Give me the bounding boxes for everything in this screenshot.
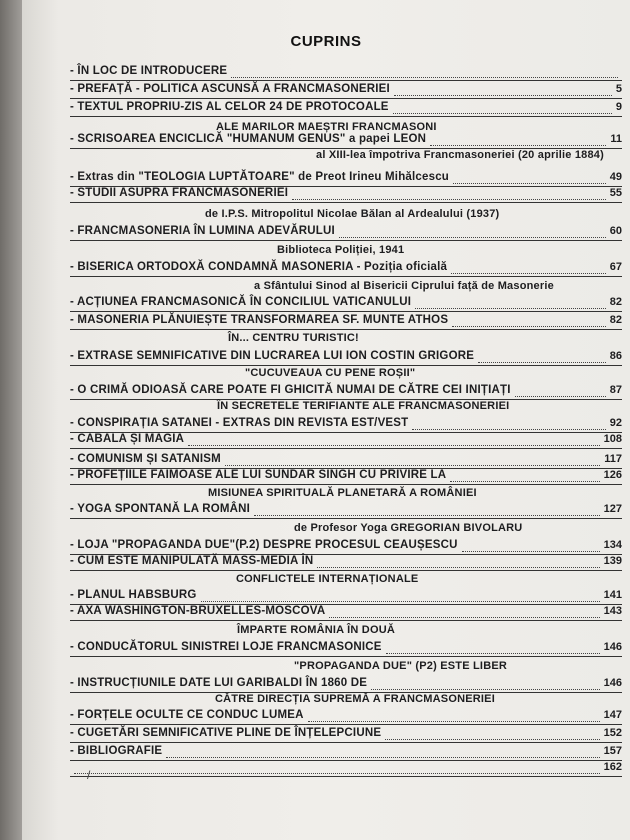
toc-entry-title: - INSTRUCȚIUNILE DATE LUI GARIBALDI ÎN 1860 DE <box>70 677 368 689</box>
toc-page-number: 134 <box>603 539 622 551</box>
toc-page-number: 117 <box>604 453 622 465</box>
toc-entry-title: - AXA WASHINGTON-BRUXELLES-MOSCOVA <box>70 605 326 617</box>
dot-leader <box>225 465 600 466</box>
toc-page-number: 147 <box>603 709 622 721</box>
toc-entry-title: - CABALA ȘI MAGIA <box>70 433 185 445</box>
dot-leader <box>393 113 612 114</box>
toc-page-number: 152 <box>603 727 622 739</box>
toc-page-number: 108 <box>603 433 622 445</box>
dot-leader <box>385 739 599 740</box>
dot-leader <box>231 77 618 78</box>
toc-entry-title: - BISERICA ORTODOXĂ CONDAMNĂ MASONERIA - Poziția oficială <box>70 261 448 273</box>
toc-entry-title: - YOGA SPONTANĂ LA ROMÂNI <box>70 503 251 515</box>
toc-entry-title: - O CRIMĂ ODIOASĂ CARE POATE FI GHICITĂ NUMAI DE CĂTRE CEI INIȚIAȚI <box>70 384 511 396</box>
toc-entry-subtitle: MISIUNEA SPIRITUALĂ PLANETARĂ A ROMÂNIEI <box>208 487 477 499</box>
pencil-mark: / <box>87 768 91 782</box>
toc-entry <box>70 538 622 555</box>
toc-entry-title: - SCRISOAREA ENCICLICĂ "HUMANUM GENUS" a papei LEON <box>70 133 427 145</box>
toc-entry-subtitle: Biblioteca Poliției, 1941 <box>277 244 405 256</box>
dot-leader <box>254 515 600 516</box>
toc-entry <box>70 760 622 777</box>
toc-entry <box>70 588 622 605</box>
dot-leader <box>450 481 599 482</box>
toc-entry <box>70 604 622 621</box>
toc-entry <box>70 224 622 241</box>
book-gutter-shadow <box>0 0 22 840</box>
toc-entry-subtitle: CĂTRE DIRECȚIA SUPREMĂ A FRANCMASONERIEI <box>215 693 495 705</box>
dot-leader <box>308 721 600 722</box>
dot-leader <box>462 551 600 552</box>
toc-page-number: 162 <box>603 761 622 773</box>
toc-entry-title: - ÎN LOC DE INTRODUCERE <box>70 65 228 77</box>
toc-entry <box>70 640 622 657</box>
toc-entry-title: - LOJA "PROPAGANDA DUE"(P.2) DESPRE PROCESUL CEAUȘESCU <box>70 539 458 551</box>
toc-entry-subtitle: de I.P.S. Mitropolitul Nicolae Bălan al Ardealului (1937) <box>205 208 500 220</box>
dot-leader <box>201 601 600 602</box>
table-of-contents <box>22 0 630 840</box>
toc-entry <box>70 432 622 449</box>
toc-page-number: 86 <box>609 350 622 362</box>
toc-entry-title: - ACȚIUNEA FRANCMASONICĂ ÎN CONCILIUL VATICANULUI <box>70 296 412 308</box>
toc-entry-subtitle: a Sfântului Sinod al Bisericii Ciprului față de Masonerie <box>254 280 554 292</box>
toc-page-number: 157 <box>603 745 622 757</box>
toc-page-number: 49 <box>609 171 622 183</box>
dot-leader <box>74 773 600 774</box>
dot-leader <box>188 445 600 446</box>
dot-leader <box>329 617 599 618</box>
toc-entry-subtitle: ALE MARILOR MAEȘTRI FRANCMASONI <box>216 121 437 133</box>
toc-page-number: 146 <box>603 641 622 653</box>
toc-entry <box>70 708 622 725</box>
dot-leader <box>452 326 606 327</box>
toc-page-number: 87 <box>609 384 622 396</box>
dot-leader <box>317 567 599 568</box>
dot-leader <box>339 237 606 238</box>
toc-page-number: 82 <box>609 296 622 308</box>
dot-leader <box>430 145 606 146</box>
toc-entry-subtitle: "PROPAGANDA DUE" (P2) ESTE LIBER <box>294 660 508 672</box>
toc-entry <box>70 554 622 571</box>
toc-entry <box>70 170 622 187</box>
toc-page-number: 139 <box>603 555 622 567</box>
toc-entry-subtitle: de Profesor Yoga GREGORIAN BIVOLARU <box>294 522 523 534</box>
toc-entry-title: - CONDUCĂTORUL SINISTREI LOJE FRANCMASONICE <box>70 641 382 653</box>
toc-entry <box>70 313 622 330</box>
dot-leader <box>166 757 599 758</box>
dot-leader <box>292 199 606 200</box>
toc-entry <box>70 676 622 693</box>
page-title: CUPRINS <box>290 33 362 50</box>
toc-entry-title: - PROFEȚIILE FAIMOASE ALE LUI SUNDAR SINGH CU PRIVIRE LA <box>70 469 447 481</box>
toc-entry-subtitle: al XIII-lea împotriva Francmasoneriei (20 aprilie 1884) <box>316 149 604 161</box>
toc-entry-title: - TEXTUL PROPRIU-ZIS AL CELOR 24 DE PROTOCOALE <box>70 101 389 113</box>
toc-entry-subtitle: "CUCUVEAUA CU PENE ROȘII" <box>245 367 416 379</box>
toc-entry <box>70 468 622 485</box>
toc-entry-title: - PREFAȚĂ - POLITICA ASCUNSĂ A FRANCMASONERIEI <box>70 83 390 95</box>
toc-entry <box>70 100 622 117</box>
toc-page-number: 5 <box>615 83 622 95</box>
toc-entry-title: - PLANUL HABSBURG <box>70 589 197 601</box>
toc-entry <box>70 726 622 743</box>
book-page <box>22 0 630 840</box>
toc-entry-title: - COMUNISM ȘI SATANISM <box>70 453 221 465</box>
toc-entry <box>70 132 622 149</box>
dot-leader <box>451 273 606 274</box>
toc-entry-title: - CONSPIRAȚIA SATANEI - EXTRAS DIN REVISTA EST/VEST <box>70 417 409 429</box>
toc-entry <box>70 186 622 203</box>
dot-leader <box>412 429 605 430</box>
toc-entry-subtitle: ÎN SECRETELE TERIFIANTE ALE FRANCMASONERIEI <box>217 400 510 412</box>
toc-page-number: 143 <box>603 605 622 617</box>
toc-page-number: 82 <box>609 314 622 326</box>
toc-page-number: 11 <box>610 133 622 145</box>
toc-page-number: 67 <box>609 261 622 273</box>
dot-leader <box>515 396 606 397</box>
toc-entry-subtitle: CONFLICTELE INTERNAȚIONALE <box>236 573 419 585</box>
toc-entry-subtitle: ÎN... CENTRU TURISTIC! <box>228 332 359 344</box>
dot-leader <box>453 183 606 184</box>
dot-leader <box>478 362 606 363</box>
toc-page-number: 126 <box>603 469 622 481</box>
dot-leader <box>394 95 612 96</box>
toc-page-number: 9 <box>615 101 622 113</box>
toc-entry <box>70 349 622 366</box>
toc-entry <box>70 502 622 519</box>
toc-entry <box>70 416 622 433</box>
toc-entry-title: - Extras din "TEOLOGIA LUPTĂTOARE" de Preot Irineu Mihălcescu <box>70 171 450 183</box>
toc-entry <box>70 452 622 469</box>
dot-leader <box>371 689 599 690</box>
toc-entry-title: - CUM ESTE MANIPULATĂ MASS-MEDIA ÎN <box>70 555 314 567</box>
toc-entry <box>70 383 622 400</box>
toc-entry-title: - EXTRASE SEMNIFICATIVE DIN LUCRAREA LUI ION COSTIN GRIGORE <box>70 350 475 362</box>
toc-page-number: 127 <box>603 503 622 515</box>
toc-page-number: 60 <box>609 225 622 237</box>
toc-entry <box>70 82 622 99</box>
toc-page-number: 146 <box>603 677 622 689</box>
dot-leader <box>386 653 600 654</box>
toc-entry-title: - MASONERIA PLĂNUIEȘTE TRANSFORMAREA SF. MUNTE ATHOS <box>70 314 449 326</box>
toc-page-number: 141 <box>603 589 622 601</box>
toc-entry-title: - FORȚELE OCULTE CE CONDUC LUMEA <box>70 709 304 721</box>
toc-entry <box>70 260 622 277</box>
toc-entry-subtitle: ÎMPARTE ROMÂNIA ÎN DOUĂ <box>237 624 395 636</box>
toc-entry-title: - BIBLIOGRAFIE <box>70 745 163 757</box>
toc-entry-title: - CUGETĂRI SEMNIFICATIVE PLINE DE ÎNȚELEPCIUNE <box>70 727 382 739</box>
toc-entry <box>70 744 622 761</box>
dot-leader <box>415 308 606 309</box>
toc-entry-title: - FRANCMASONERIA ÎN LUMINA ADEVĂRULUI <box>70 225 335 237</box>
toc-entry <box>70 295 622 312</box>
toc-page-number: 55 <box>609 187 622 199</box>
toc-entry <box>70 64 622 81</box>
toc-page-number: 92 <box>609 417 622 429</box>
toc-entry-title: - STUDII ASUPRA FRANCMASONERIEI <box>70 187 289 199</box>
